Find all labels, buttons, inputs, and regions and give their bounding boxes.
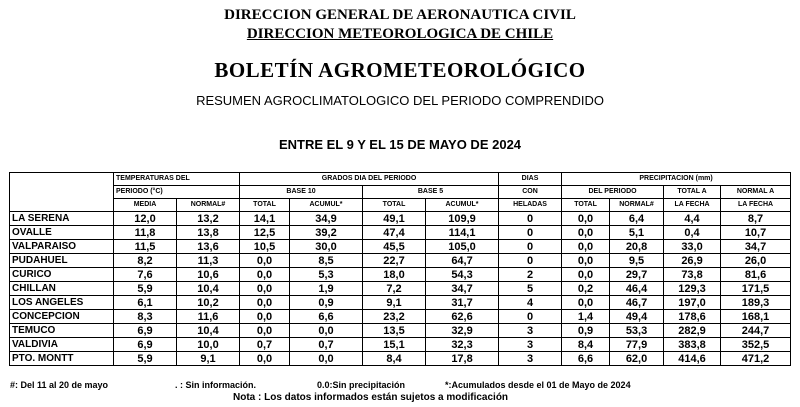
col-b10-acumul: ACUMUL* [290, 199, 363, 212]
cell-heladas: 0 [499, 254, 562, 268]
table-row [10, 282, 791, 296]
table-row [10, 352, 791, 366]
cell-b10-acumul: 0,7 [290, 338, 363, 352]
cell-b5-acumul: 54,3 [426, 268, 499, 282]
cell-b10-total: 14,1 [240, 212, 290, 226]
cell-b10-acumul: 0,0 [290, 324, 363, 338]
cell-b10-total: 0,0 [240, 296, 290, 310]
cell-b5-acumul: 34,7 [426, 282, 499, 296]
station-name: CURICO [10, 268, 114, 282]
cell-heladas: 0 [499, 212, 562, 226]
cell-total-fecha: 197,0 [664, 296, 721, 310]
col-total-fecha: LA FECHA [664, 199, 721, 212]
table-row [10, 254, 791, 268]
cell-heladas: 5 [499, 282, 562, 296]
cell-p-normal: 5,1 [610, 226, 664, 240]
col-p-normal: NORMAL# [610, 199, 664, 212]
cell-heladas: 3 [499, 338, 562, 352]
cell-total-fecha: 0,4 [664, 226, 721, 240]
cell-b10-total: 10,5 [240, 240, 290, 254]
cell-total-fecha: 129,3 [664, 282, 721, 296]
footnote-no-info: . : Sin información. [175, 380, 257, 390]
cell-normal-fecha: 171,5 [721, 282, 791, 296]
footnote-accumulated: *:Acumulados desde el 01 de Mayo de 2024 [445, 380, 631, 390]
cell-normal: 11,3 [177, 254, 240, 268]
station-name: CONCEPCION [10, 310, 114, 324]
cell-heladas: 0 [499, 226, 562, 240]
cell-normal: 9,1 [177, 352, 240, 366]
org-subtitle: DIRECCION METEOROLOGICA DE CHILE [246, 26, 554, 42]
cell-b10-acumul: 8,5 [290, 254, 363, 268]
cell-b5-total: 15,1 [363, 338, 426, 352]
cell-b5-total: 9,1 [363, 296, 426, 310]
cell-normal-fecha: 471,2 [721, 352, 791, 366]
cell-b5-total: 18,0 [363, 268, 426, 282]
cell-b5-total: 13,5 [363, 324, 426, 338]
cell-p-normal: 20,8 [610, 240, 664, 254]
station-name: LA SERENA [10, 212, 114, 226]
cell-normal-fecha: 8,7 [721, 212, 791, 226]
cell-p-normal: 62,0 [610, 352, 664, 366]
gd-header: GRADOS DIA DEL PERIODO [240, 173, 499, 186]
base5-header: BASE 5 [363, 186, 499, 199]
cell-normal-fecha: 244,7 [721, 324, 791, 338]
cell-b10-acumul: 0,0 [290, 352, 363, 366]
col-b5-total: TOTAL [363, 199, 426, 212]
cell-p-total: 0,0 [562, 226, 610, 240]
agro-table [9, 172, 791, 366]
station-name: PTO. MONTT [10, 352, 114, 366]
cell-b10-acumul: 34,9 [290, 212, 363, 226]
table-row [10, 268, 791, 282]
cell-b10-total: 0,0 [240, 352, 290, 366]
period-label: ENTRE EL 9 Y EL 15 DE MAYO DE 2024 [278, 137, 522, 152]
cell-total-fecha: 33,0 [664, 240, 721, 254]
cell-b10-total: 0,0 [240, 282, 290, 296]
cell-b5-acumul: 32,9 [426, 324, 499, 338]
cell-b10-acumul: 39,2 [290, 226, 363, 240]
cell-normal-fecha: 81,6 [721, 268, 791, 282]
cell-media: 6,1 [114, 296, 177, 310]
table-row [10, 226, 791, 240]
footnote-normal: #: Del 11 al 20 de mayo [10, 380, 109, 390]
cell-media: 11,8 [114, 226, 177, 240]
station-name: TEMUCO [10, 324, 114, 338]
cell-normal: 11,6 [177, 310, 240, 324]
cell-media: 6,9 [114, 338, 177, 352]
cell-heladas: 0 [499, 240, 562, 254]
cell-p-total: 1,4 [562, 310, 610, 324]
cell-b5-acumul: 17,8 [426, 352, 499, 366]
table-row [10, 212, 791, 226]
cell-p-total: 0,2 [562, 282, 610, 296]
cell-b5-acumul: 109,9 [426, 212, 499, 226]
cell-total-fecha: 282,9 [664, 324, 721, 338]
station-name: OVALLE [10, 226, 114, 240]
dias-header-con: CON [499, 186, 562, 199]
cell-normal-fecha: 352,5 [721, 338, 791, 352]
cell-heladas: 2 [499, 268, 562, 282]
cell-normal: 10,2 [177, 296, 240, 310]
cell-heladas: 4 [499, 296, 562, 310]
normal-a-header: NORMAL A [721, 186, 791, 199]
cell-p-normal: 9,5 [610, 254, 664, 268]
cell-b5-total: 49,1 [363, 212, 426, 226]
table-row [10, 310, 791, 324]
del-periodo-header: DEL PERIODO [562, 186, 664, 199]
footnote-no-precip: 0.0:Sin precipitación [317, 380, 406, 390]
cell-total-fecha: 4,4 [664, 212, 721, 226]
cell-media: 8,3 [114, 310, 177, 324]
table-row [10, 296, 791, 310]
cell-p-total: 0,0 [562, 254, 610, 268]
cell-normal-fecha: 189,3 [721, 296, 791, 310]
cell-normal: 13,6 [177, 240, 240, 254]
cell-media: 12,0 [114, 212, 177, 226]
table-row [10, 240, 791, 254]
cell-b5-acumul: 62,6 [426, 310, 499, 324]
cell-b10-total: 0,0 [240, 268, 290, 282]
temp-header-unit: PERIODO (°C) [114, 186, 240, 199]
station-name: VALDIVIA [10, 338, 114, 352]
note: Nota : Los datos informados están sujetos a modificación [233, 392, 509, 403]
cell-p-normal: 6,4 [610, 212, 664, 226]
col-b5-acumul: ACUMUL* [426, 199, 499, 212]
cell-total-fecha: 178,6 [664, 310, 721, 324]
cell-p-normal: 77,9 [610, 338, 664, 352]
cell-p-normal: 46,7 [610, 296, 664, 310]
cell-total-fecha: 414,6 [664, 352, 721, 366]
cell-b5-total: 7,2 [363, 282, 426, 296]
cell-p-total: 0,0 [562, 240, 610, 254]
cell-total-fecha: 26,9 [664, 254, 721, 268]
cell-p-total: 0,0 [562, 212, 610, 226]
cell-b5-total: 23,2 [363, 310, 426, 324]
cell-p-total: 6,6 [562, 352, 610, 366]
table-row [10, 324, 791, 338]
cell-b5-total: 45,5 [363, 240, 426, 254]
station-name: CHILLAN [10, 282, 114, 296]
document-subtitle: RESUMEN AGROCLIMATOLOGICO DEL PERIODO COMPRENDIDO [196, 93, 604, 108]
base10-header: BASE 10 [240, 186, 363, 199]
cell-b5-total: 8,4 [363, 352, 426, 366]
cell-media: 6,9 [114, 324, 177, 338]
cell-total-fecha: 73,8 [664, 268, 721, 282]
cell-media: 8,2 [114, 254, 177, 268]
col-normal: NORMAL# [177, 199, 240, 212]
cell-b10-acumul: 1,9 [290, 282, 363, 296]
cell-normal: 10,6 [177, 268, 240, 282]
temp-header: TEMPERATURAS DEL [114, 173, 240, 186]
cell-normal-fecha: 10,7 [721, 226, 791, 240]
cell-b5-acumul: 31,7 [426, 296, 499, 310]
cell-p-normal: 29,7 [610, 268, 664, 282]
cell-p-total: 0,0 [562, 296, 610, 310]
cell-p-normal: 46,4 [610, 282, 664, 296]
cell-normal: 10,4 [177, 282, 240, 296]
document-title: BOLETÍN AGROMETEOROLÓGICO [214, 58, 586, 82]
cell-p-total: 0,0 [562, 268, 610, 282]
cell-normal-fecha: 26,0 [721, 254, 791, 268]
cell-b5-total: 22,7 [363, 254, 426, 268]
cell-media: 11,5 [114, 240, 177, 254]
cell-b10-total: 0,0 [240, 254, 290, 268]
station-name: PUDAHUEL [10, 254, 114, 268]
col-p-total: TOTAL [562, 199, 610, 212]
table-row [10, 338, 791, 352]
col-normal-fecha: LA FECHA [721, 199, 791, 212]
col-b10-total: TOTAL [240, 199, 290, 212]
cell-total-fecha: 383,8 [664, 338, 721, 352]
cell-b10-total: 0,0 [240, 324, 290, 338]
cell-media: 5,9 [114, 352, 177, 366]
cell-b5-acumul: 64,7 [426, 254, 499, 268]
cell-p-total: 0,9 [562, 324, 610, 338]
cell-normal-fecha: 34,7 [721, 240, 791, 254]
cell-b10-acumul: 6,6 [290, 310, 363, 324]
precip-header: PRECIPITACION (mm) [562, 173, 791, 186]
cell-normal-fecha: 168,1 [721, 310, 791, 324]
cell-b10-total: 12,5 [240, 226, 290, 240]
cell-b5-acumul: 32,3 [426, 338, 499, 352]
col-heladas: HELADAS [499, 199, 562, 212]
cell-p-total: 8,4 [562, 338, 610, 352]
cell-p-normal: 53,3 [610, 324, 664, 338]
dias-header: DIAS [499, 173, 562, 186]
station-name: VALPARAISO [10, 240, 114, 254]
cell-heladas: 3 [499, 324, 562, 338]
cell-b5-total: 47,4 [363, 226, 426, 240]
cell-heladas: 0 [499, 310, 562, 324]
cell-b10-total: 0,7 [240, 338, 290, 352]
cell-heladas: 3 [499, 352, 562, 366]
cell-normal: 10,0 [177, 338, 240, 352]
cell-media: 7,6 [114, 268, 177, 282]
station-name: LOS ANGELES [10, 296, 114, 310]
cell-b5-acumul: 114,1 [426, 226, 499, 240]
cell-p-normal: 49,4 [610, 310, 664, 324]
cell-media: 5,9 [114, 282, 177, 296]
cell-normal: 13,2 [177, 212, 240, 226]
cell-b10-acumul: 0,9 [290, 296, 363, 310]
cell-b5-acumul: 105,0 [426, 240, 499, 254]
cell-normal: 13,8 [177, 226, 240, 240]
total-a-header: TOTAL A [664, 186, 721, 199]
cell-b10-acumul: 5,3 [290, 268, 363, 282]
col-media: MEDIA [114, 199, 177, 212]
cell-normal: 10,4 [177, 324, 240, 338]
cell-b10-acumul: 30,0 [290, 240, 363, 254]
org-title: DIRECCION GENERAL DE AERONAUTICA CIVIL [224, 7, 576, 23]
cell-b10-total: 0,0 [240, 310, 290, 324]
